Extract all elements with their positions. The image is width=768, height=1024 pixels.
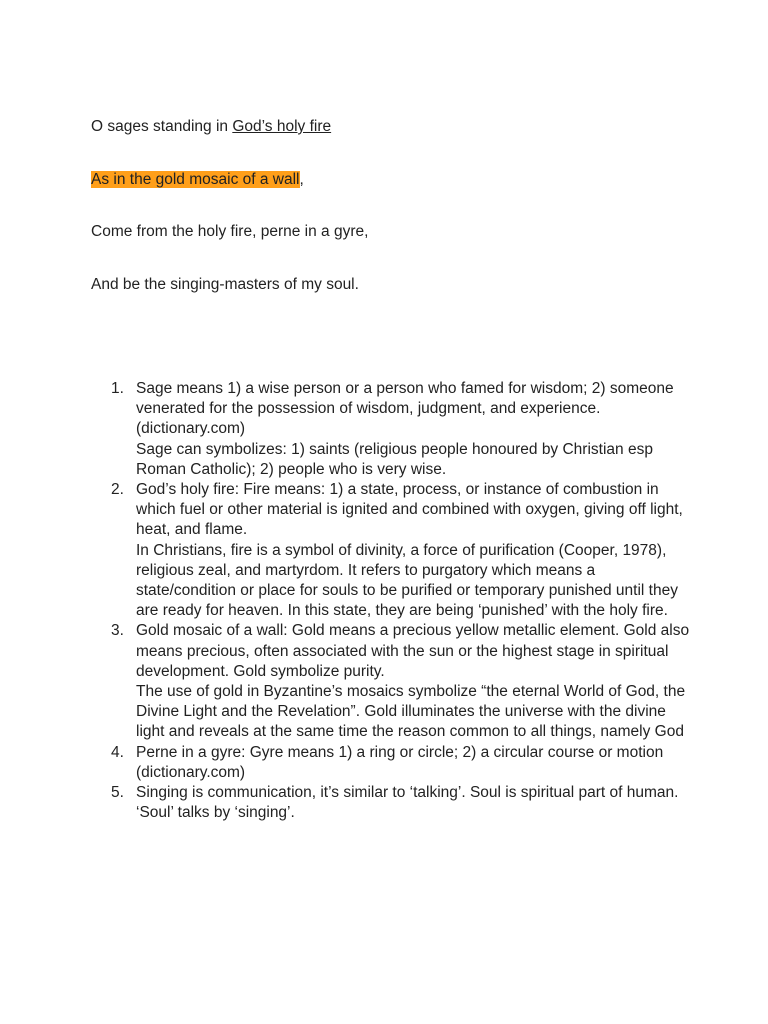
poem-line-3: Come from the holy fire, perne in a gyre, [91, 223, 369, 240]
annotation-number: 2. [111, 481, 124, 499]
poem-line-1 [91, 117, 331, 137]
annotation-paragraph: Perne in a gyre: Gyre means 1) a ring or circle; 2) a circular course or motion (dictionary.com) [136, 743, 664, 781]
poem-line-1-underlined-link[interactable]: God’s holy fire [232, 118, 332, 135]
annotation-paragraph: In Christians, fire is a symbol of divinity, a force of purification (Cooper, 1978), religious zeal, and martyrdom. It refers to purgatory which means a state/condition or place for souls to be purified or temporary punished until they are ready for heaven. In this state, they are being ‘punished’ with the holy fire. [136, 541, 678, 620]
annotation-number: 5. [111, 784, 124, 802]
annotation-list [91, 379, 691, 823]
annotation-number: 4. [111, 743, 124, 761]
annotation-item-4 [91, 743, 691, 783]
annotation-number: 1. [111, 380, 124, 397]
annotation-paragraph: Sage means 1) a wise person or a person who famed for wisdom; 2) someone venerated for the possession of wisdom, judgment, and experience. (dictionary.com) [136, 380, 674, 438]
poem-line-2 [91, 170, 304, 190]
poem-line-1-text: O sages standing in [91, 118, 233, 135]
poem-line-4: And be the singing-masters of my soul. [91, 276, 359, 293]
annotation-item-1 [91, 379, 691, 480]
annotation-item-3 [91, 621, 691, 742]
poem-line-2-comma: , [299, 171, 304, 188]
annotation-item-5 [91, 783, 691, 823]
annotation-paragraph: Gold mosaic of a wall: Gold means a precious yellow metallic element. Gold also means precious, often associated with the sun or the highest stage in spiritual development. Gold symbolize purity. [136, 622, 690, 680]
annotation-paragraph: The use of gold in Byzantine’s mosaics symbolize “the eternal World of God, the Divine Light and the Revelation”. Gold illuminates the universe with the divine light and reveals at the same time the reason common to all things, namely God [136, 683, 686, 741]
poem-line-2-highlighted-text: As in the gold mosaic of a wall [91, 171, 300, 188]
annotation-paragraph: Sage can symbolizes: 1) saints (religious people honoured by Christian esp Roman Catholic); 2) people who is very wise. [136, 440, 653, 478]
annotation-paragraph: God’s holy fire: Fire means: 1) a state, process, or instance of combustion in which fuel or other material is ignited and combined with oxygen, giving off light, heat, and flame. [136, 481, 683, 539]
annotation-number: 3. [111, 622, 124, 640]
annotation-paragraph: Singing is communication, it’s similar to ‘talking’. Soul is spiritual part of human. ‘Soul’ talks by ‘singing’. [136, 784, 679, 822]
annotation-item-2 [91, 480, 691, 621]
